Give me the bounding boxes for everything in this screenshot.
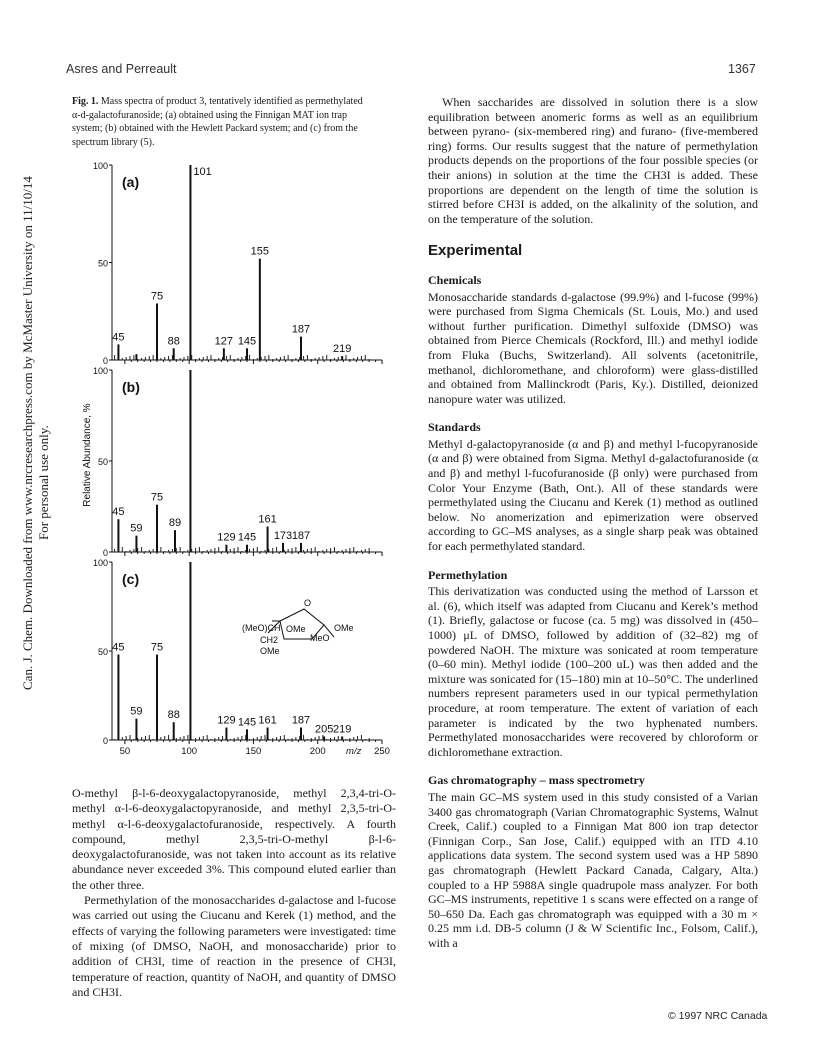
paragraph: O-methyl β-l-6-deoxygalactopyranoside, methyl 2,3,4-tri-O-methyl α-l-6-deoxygalactopyranoside, and methyl 2,3,5-tri-O-methyl α-l-6-deoxygalactofuranoside, respectively. A fourth compound, methyl 2,3,5-tri-O-methyl β-l-6-deoxygalactofuranoside, was not taken into account as its relative abundance never exceeded 3%. This compound eluted earlier than the other three.	[72, 786, 396, 892]
peak-label: 205	[314, 723, 334, 736]
subsection-heading: Permethylation	[428, 567, 508, 582]
y-tick-label: 0	[102, 548, 108, 558]
x-tick-label: 200	[309, 746, 326, 755]
figure-caption	[72, 95, 372, 149]
subsection-heading: Standards	[428, 420, 481, 435]
paragraph: This derivatization was conducted using the method of Larsson et al. (6), which itself was adapted from Ciucanu and Kerek’s method (1). Briefly, galactose or fucose (ca. 5 mg) was dissolved in (450–1000) μL of DMSO, followed by addition of (32–82) mg of powdered NaOH. The mixture was sonicated at room temperature (0–60 min). Methyl iodide (100–200 uL) was then added and the mixture was sonicated for (15–180) min at 10–50°C. The underlined numbers represent parameters used in our typical permethylation procedure, at room temperature. The extent of variation of each parameter is indicated by the two hyphenated numbers. Permethylated monosaccharides were recovered by chloroform or dichloromethane extraction.	[428, 584, 758, 759]
panel-label: (b)	[122, 379, 140, 395]
subsection-heading: Gas chromatography – mass spectrometry	[428, 773, 645, 788]
peak-label: 187	[291, 529, 311, 542]
y-tick-label: 50	[97, 457, 108, 467]
y-tick-label: 0	[102, 356, 108, 366]
paragraph: Methyl d-galactopyranoside (α and β) and methyl l-fucopyranoside (α and β) were obtained from Sigma. Methyl d-galactofuranoside (α and β) and methyl l-fucofuranoside (β only) were purchased from Color Your Enzyme (Bath, Ont.). All of these standards were permethylated using the Ciucanu and Kerek (1) method as outlined below. No anomerization and epimerization were observed according to GC–MS analyses, as a single sharp peak was obtained for each permethylated standard.	[428, 436, 758, 554]
y-tick-label: 100	[92, 161, 108, 171]
structure-atom: O	[304, 598, 312, 608]
running-header-authors: Asres and Perreault	[66, 62, 177, 76]
peak-label: 145	[237, 716, 257, 729]
structure-group: OMe	[286, 624, 306, 634]
peak-label: 187	[291, 714, 311, 727]
y-tick-label: 50	[97, 258, 108, 269]
peak-label: 75	[150, 290, 164, 303]
structure-group: MeO	[310, 633, 330, 643]
peak-label: 88	[167, 709, 180, 722]
peak-label: 88	[167, 335, 180, 348]
x-tick-label: 50	[119, 746, 131, 755]
paragraph: The main GC–MS system used in this study consisted of a Varian 3400 gas chromatograph (Varian Chromatographic Systems, Walnut Creek, Calif.) coupled to a Finnigan Mat 800 ion trap detector (Finnigan Corp., San Jose, Calif.) equipped with an ITD 4.10 applications data system. The second system used was a HP 5890 gas chromatograph (Hewlett Packard Canada, Calgary, Alta.) coupled to a HP 5988A single quadrupole mass analyzer. For both GC–MS instruments, repetitive 1 s scans were effected on a range of 50–650 Da. Each gas chromatograph was equipped with a 30 m × 0.25 mm i.d. DB-5 column (J & W Scientific Inc., Folsom, Calif.), with a	[428, 789, 758, 950]
caption-text: Mass spectra of product 3, tentatively identified as permethylated α-d-galactofuranoside; (a) obtained using the Finnigan MAT ion trap system; (b) obtained with the Hewlett Packard system; and (c) from the spectrum library (5).	[72, 96, 363, 148]
structure-group: (MeO)CH	[242, 623, 281, 633]
personal-use-line: For personal use only.	[36, 425, 51, 540]
peak-label: 127	[214, 335, 234, 348]
peak-label: 219	[332, 723, 352, 736]
peak-label: 219	[332, 343, 352, 356]
right-column	[428, 95, 758, 950]
x-tick-label: 100	[181, 746, 198, 755]
peak-label: 145	[237, 531, 257, 544]
peak-label: 45	[112, 641, 125, 654]
x-tick-label: 250	[374, 746, 390, 755]
mass-spectra-figure	[72, 155, 402, 755]
peak-label: 101	[193, 166, 212, 178]
y-tick-label: 0	[102, 736, 108, 746]
peak-label: 145	[237, 335, 257, 348]
caption-label: Fig. 1.	[72, 96, 99, 107]
intro-paragraph: When saccharides are dissolved in solution there is a slow equilibration between anomeric forms as well as an equilibrium between pyrano- (six-membered ring) and furano- (five-membered ring) forms. Our results suggest that the nature of permethylation products depends on the proportions of the four possible species (or their anions) in solution at the time the CH3I is added. These proportions are dependent on the length of time the solution is stirred before CH3I is added, on the alkalinity of the solution, and on the temperature of the solution.	[428, 95, 758, 226]
peak-label: 187	[291, 323, 311, 336]
copyright-footer: © 1997 NRC Canada	[668, 1010, 768, 1022]
peak-label: 59	[130, 522, 143, 535]
structure-group: CH2	[260, 635, 279, 645]
peak-label: 155	[250, 245, 270, 258]
section-heading: Experimental	[428, 242, 523, 260]
panel-label: (c)	[122, 571, 140, 587]
y-axis-title: Relative Abundance, %	[82, 403, 93, 507]
paragraph: Permethylation of the monosaccharides d-galactose and l-fucose was carried out using the Ciucanu and Kerek (1) method, and the effects of varying the following parameters were investigated: time of mixing (of DMSO, NaOH, and monosaccharide) prior to addition of CH3I, time of reaction in the presence of CH3I, temperature of reaction, quantity of NaOH, and quantity of DMSO and CH3I.	[72, 893, 396, 999]
peak-label: 173	[273, 529, 293, 542]
peak-label: 161	[258, 714, 277, 727]
peak-label: 59	[130, 705, 143, 718]
paragraph: Monosaccharide standards d-galactose (99.9%) and l-fucose (99%) were purchased from Sigma Chemicals (St. Louis, Mo.) and used without further purification. Dimethyl sulfoxide (DMSO) was obtained from Pierce Chemicals (Rockford, Ill.) and methyl iodide from Fluka (Buchs, Switzerland). All solvents (acetonitrile, methanol, dichloromethane, and chloroform) were glass-distilled and obtained from Mallinckrodt (Paris, Ky.). Distilled, deionized nanopure water was utilized.	[428, 289, 758, 406]
peak-label: 129	[217, 531, 236, 544]
structure-group: OMe	[334, 623, 354, 633]
y-tick-label: 100	[92, 366, 108, 376]
peak-label: 89	[168, 517, 182, 530]
y-tick-label: 50	[97, 647, 108, 657]
peak-label: 45	[112, 331, 125, 344]
peak-label: 75	[150, 491, 164, 504]
peak-label: 129	[217, 714, 236, 727]
download-watermark	[20, 176, 52, 690]
x-axis-title: m/z	[346, 746, 362, 755]
peak-label: 75	[150, 641, 164, 654]
download-line: Can. J. Chem. Downloaded from www.nrcresearchpress.com by McMaster University on 11/10/14	[20, 176, 35, 690]
page-number: 1367	[728, 62, 756, 76]
structure-group: OMe	[260, 646, 280, 656]
y-tick-label: 100	[92, 558, 108, 568]
left-column	[72, 786, 396, 1000]
subsection-heading: Chemicals	[428, 272, 482, 287]
peak-label: 45	[112, 506, 125, 519]
x-tick-label: 150	[245, 746, 262, 755]
panel-label: (a)	[122, 174, 140, 190]
peak-label: 161	[258, 513, 277, 526]
mass-spectra-chart	[72, 155, 402, 755]
